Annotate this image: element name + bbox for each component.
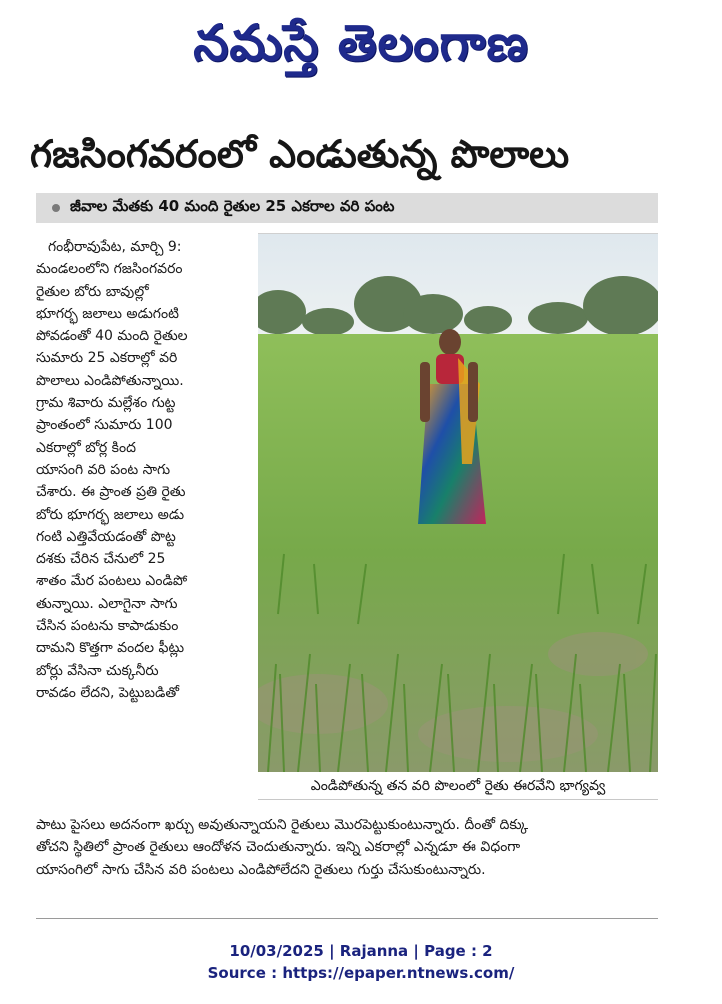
body-line: పొలాలు ఎండిపోతున్నాయి. (36, 372, 184, 389)
body-line: గంటి ఎత్తివేయడంతో పొట్ట (36, 528, 176, 545)
footer-divider (36, 918, 658, 919)
body-line: భూగర్భ జలాలు అడుగంటి (36, 305, 179, 322)
body-line: తున్నాయి. ఎలాగైనా సాగు (36, 595, 178, 612)
body-line: పాటు పైసలు అదనంగా ఖర్చు అవుతున్నాయని రైతులు మొరపెట్టుకుంటున్నారు. దీంతో దిక్కు (36, 817, 529, 833)
body-line: చేశారు. ఈ ప్రాంత ప్రతి రైతు (36, 484, 186, 501)
body-line: మండలంలోని గజసింగవరం (36, 261, 183, 278)
body-line: దశకు చేరిన చేనులో 25 (36, 551, 166, 568)
article-photo (258, 233, 658, 772)
body-line: రావడం లేదని, పెట్టుబడితో (36, 684, 180, 701)
body-line: తోచని స్థితిలో ప్రాంత రైతులు ఆందోళన చెందుతున్నారు. ఇన్ని ఎకరాల్లో ఎన్నడూ ఈ విధంగా (36, 839, 521, 856)
body-line: సుమారు 25 ఎకరాల్లో వరి (36, 350, 178, 367)
body-line: ఎకరాల్లో బోర్ల కింద (36, 439, 136, 456)
body-line: గ్రామ శివారు మల్లేశం గుట్ట (36, 395, 176, 412)
body-line: రైతుల బోరు బావుల్లో (36, 283, 149, 300)
body-line: గంభీరావుపేట, మార్చి 9: (48, 239, 182, 255)
article-subheadline-bar (36, 193, 658, 223)
body-line: పోవడంతో 40 మంది రైతుల (36, 328, 188, 345)
article-headline: గజసింగవరంలో ఎండుతున్న పొలాలు (30, 132, 570, 176)
body-line: శాతం మేర పంటలు ఎండిపో (36, 573, 188, 590)
masthead-logo: నమస్తే తెలంగాణ (193, 14, 529, 72)
edition-info: 10/03/2025 | Rajanna | Page : 2 (229, 942, 493, 960)
body-line: బోర్లు వేసినా చుక్కనీరు (36, 662, 159, 679)
body-line: బోరు భూగర్భ జలాలు అడు (36, 506, 185, 523)
body-line: యాసంగి వరి పంట సాగు (36, 461, 171, 478)
bullet-icon (52, 204, 60, 212)
body-line: ప్రాంతంలో సుమారు 100 (36, 417, 173, 434)
article-body-column (36, 236, 250, 704)
article-subheadline: జీవాల మేతకు 40 మంది రైతుల 25 ఎకరాల వరి పంట (70, 197, 395, 215)
photo-caption: ఎండిపోతున్న తన వరి పొలంలో రైతు ఈరవేని భాగ్యవ్వ (258, 773, 658, 800)
article-body-continued (36, 814, 658, 881)
body-line: దామని కొత్తగా వందల ఫీట్లు (36, 640, 185, 657)
body-line: యాసంగిలో సాగు చేసిన వరి పంటలు ఎండిపోలేదని రైతులు గుర్తు చేసుకుంటున్నారు. (36, 861, 486, 878)
body-line: చేసిన పంటను కాపాడుకుం (36, 618, 179, 635)
source-link[interactable]: Source : https://epaper.ntnews.com/ (207, 964, 515, 982)
